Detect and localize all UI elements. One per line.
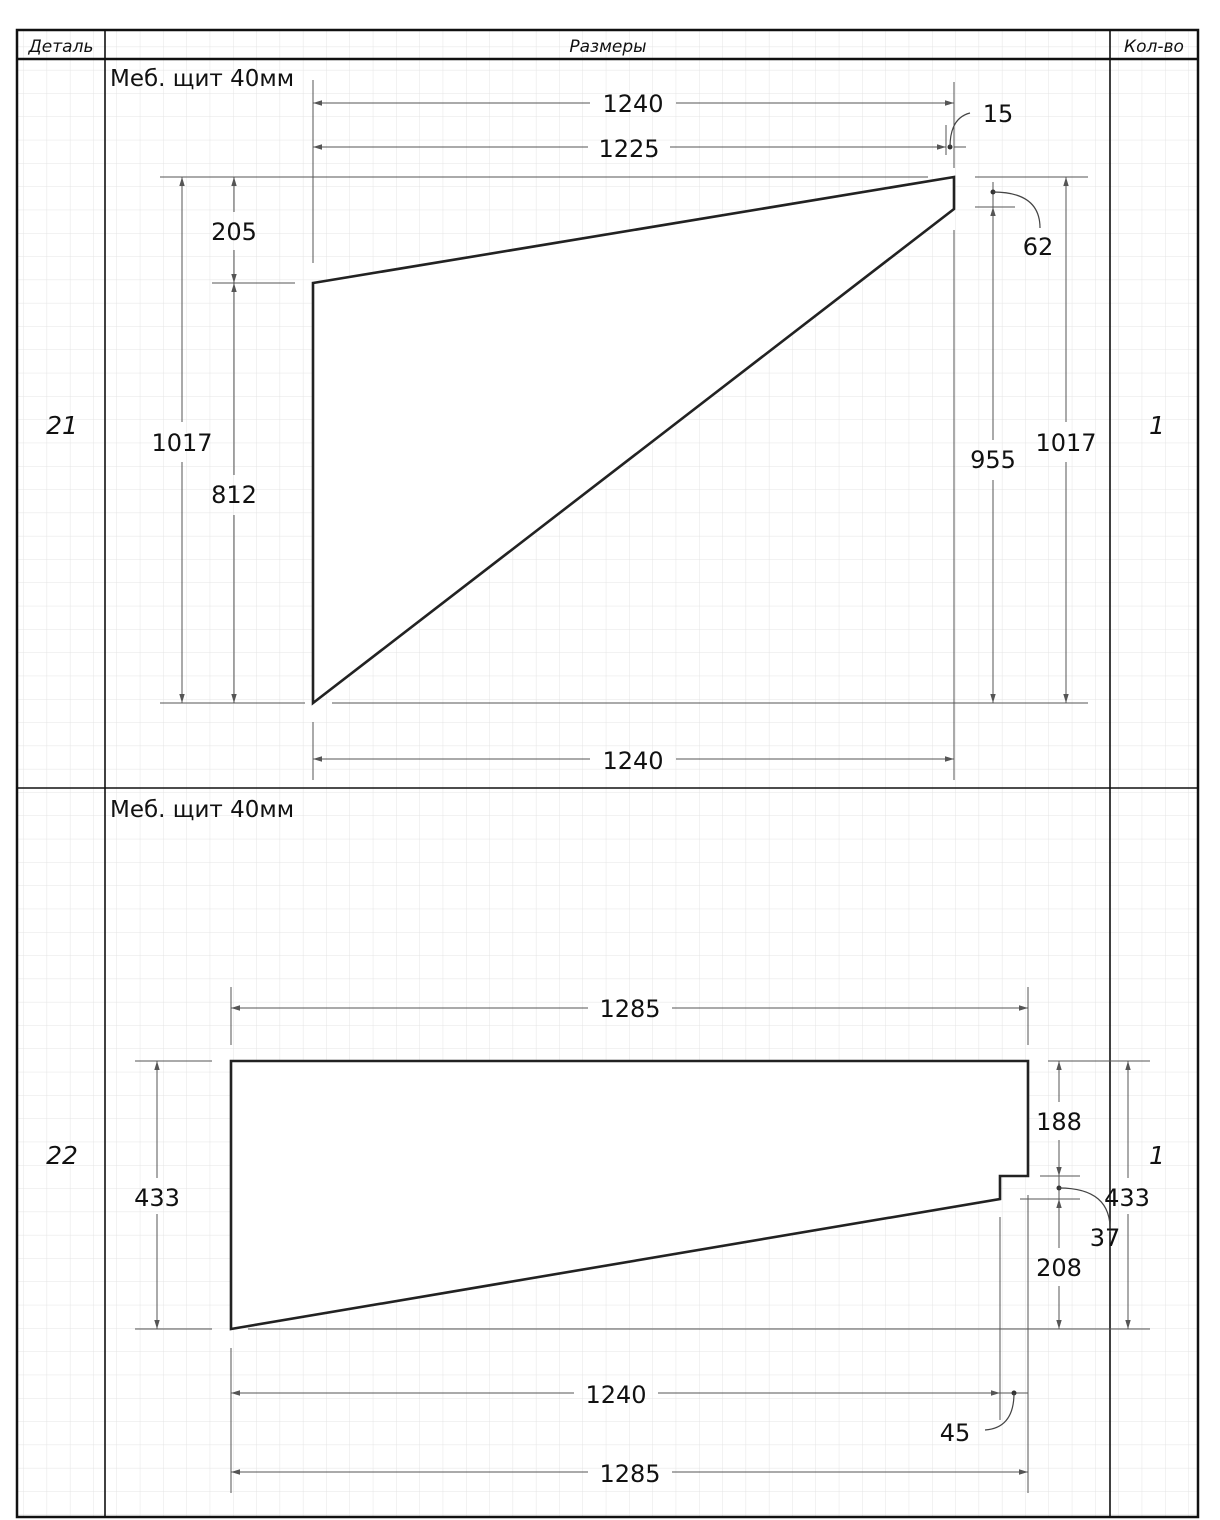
part-qty: 1 bbox=[1149, 411, 1165, 440]
material-label: Меб. щит 40мм bbox=[110, 66, 295, 92]
dim-step: 37 bbox=[1089, 1224, 1121, 1252]
dim-notch: 45 bbox=[939, 1419, 971, 1447]
header-sizes: Размеры bbox=[569, 37, 647, 57]
dim-right-side: 955 bbox=[970, 446, 1016, 474]
dim-left-side: 812 bbox=[211, 481, 257, 509]
dim-left-top: 205 bbox=[211, 218, 257, 246]
header-qty: Кол-во bbox=[1124, 37, 1184, 57]
dim-top-inner: 1225 bbox=[598, 135, 660, 163]
dim-right-upper: 188 bbox=[1036, 1108, 1082, 1136]
dim-top-notch: 15 bbox=[982, 100, 1014, 128]
dim-bottom-inner: 1240 bbox=[585, 1381, 647, 1409]
dim-bottom-width: 1285 bbox=[599, 1460, 661, 1488]
header-part: Деталь bbox=[28, 37, 94, 57]
part-number: 21 bbox=[46, 411, 78, 440]
dim-right-total: 433 bbox=[1104, 1184, 1150, 1212]
dim-right-total: 1017 bbox=[1035, 429, 1097, 457]
part-number: 22 bbox=[46, 1141, 78, 1170]
part-qty: 1 bbox=[1149, 1141, 1165, 1170]
dim-right-notch: 62 bbox=[1022, 233, 1054, 261]
dim-top-width: 1285 bbox=[599, 995, 661, 1023]
dim-left-total: 1017 bbox=[151, 429, 213, 457]
dim-left-height: 433 bbox=[134, 1184, 180, 1212]
dim-bottom-width: 1240 bbox=[602, 747, 664, 775]
dim-right-lower: 208 bbox=[1036, 1254, 1082, 1282]
material-label: Меб. щит 40мм bbox=[110, 797, 295, 823]
dim-top-width: 1240 bbox=[602, 90, 664, 118]
